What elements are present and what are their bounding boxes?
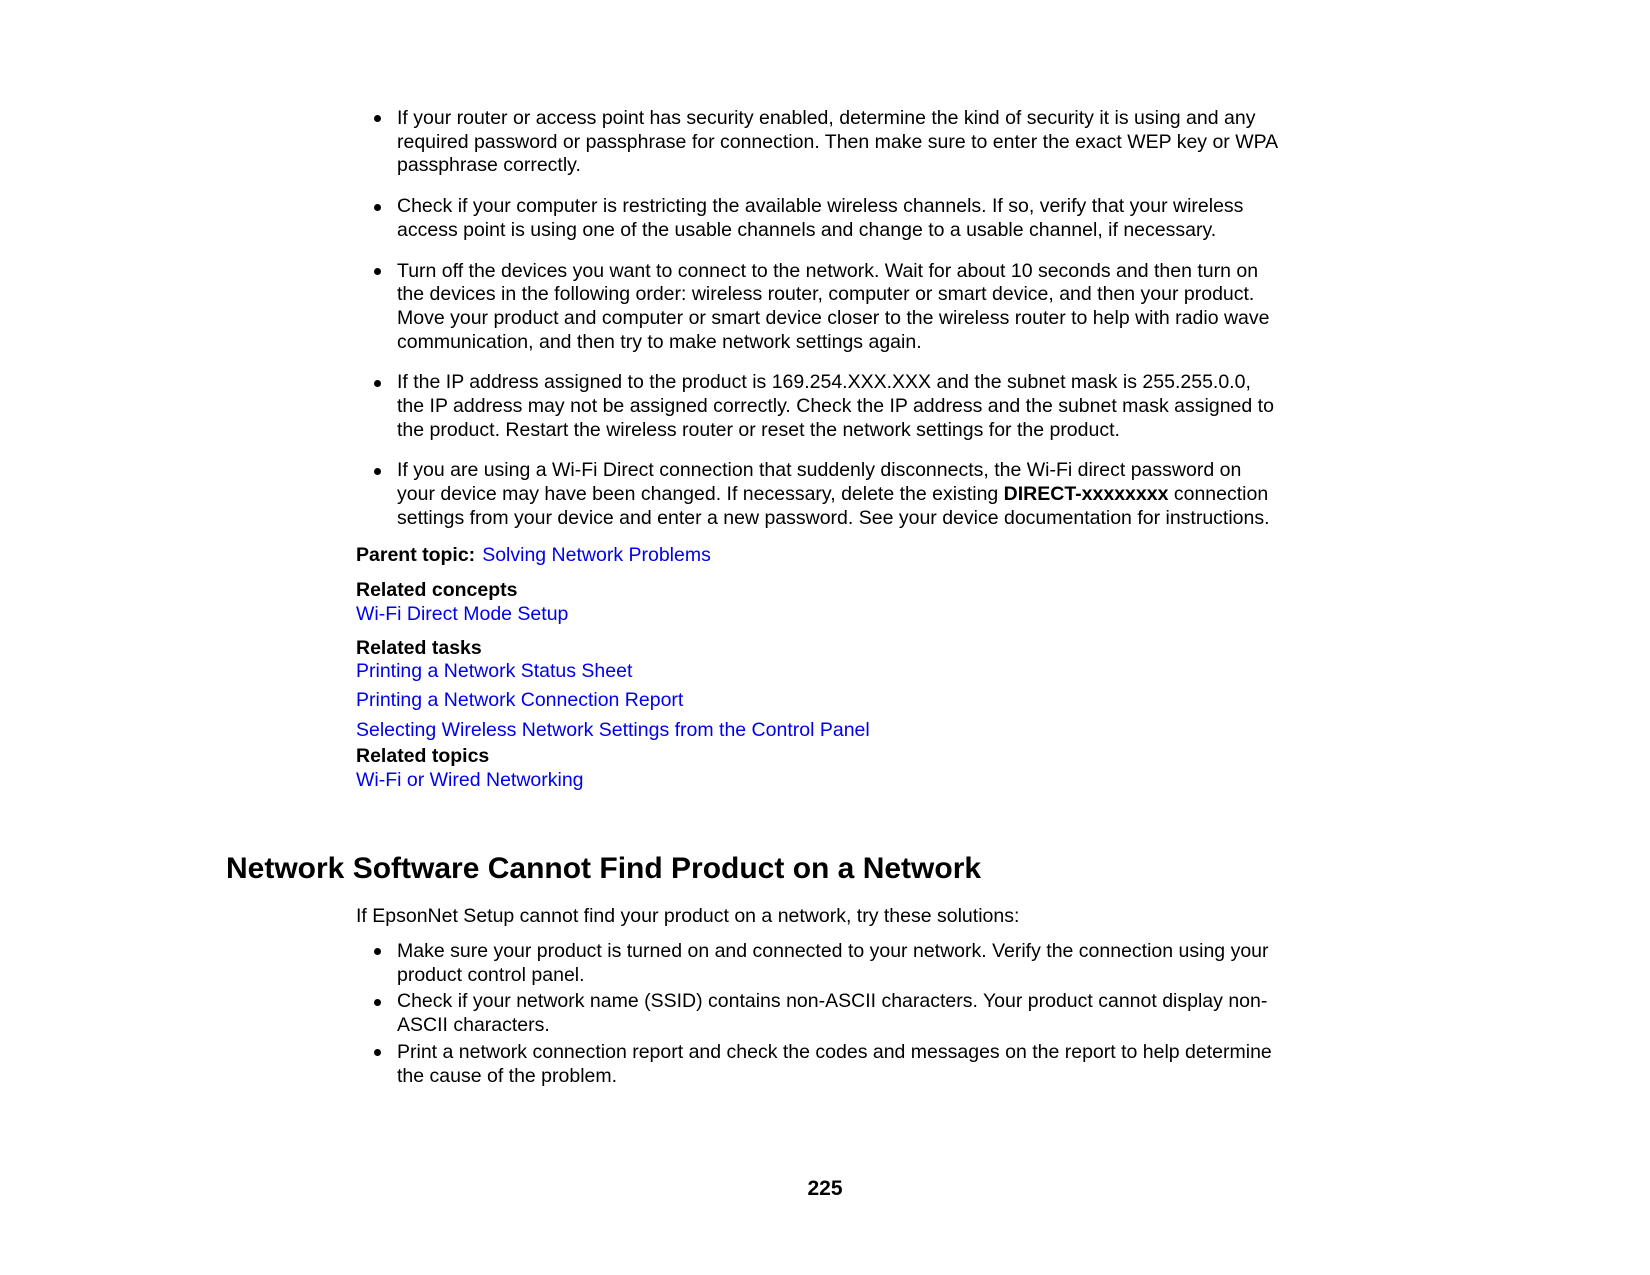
section-intro: If EpsonNet Setup cannot find your product on a network, try these solutions: bbox=[356, 904, 1020, 927]
text-line: Move your product and computer or smart device closer to the wireless router to help with radio wave bbox=[397, 306, 1270, 329]
related-topics-heading: Related topics bbox=[356, 745, 490, 768]
link-printing-network-status-sheet[interactable] bbox=[356, 660, 1506, 684]
text-line: the cause of the problem. bbox=[397, 1064, 618, 1087]
bullet-item bbox=[356, 195, 1506, 242]
related-tasks-heading: Related tasks bbox=[356, 636, 482, 659]
network-software-list bbox=[356, 940, 1506, 1088]
bullet-item bbox=[356, 459, 1506, 530]
text-line: Print a network connection report and check the codes and messages on the report to help determine bbox=[397, 1040, 1272, 1063]
section-heading: Network Software Cannot Find Product on a Network bbox=[226, 852, 982, 886]
text-line: passphrase correctly. bbox=[397, 154, 581, 177]
text-line: the product. Restart the wireless router or reset the network settings for the product. bbox=[397, 418, 1120, 441]
text-segment: your device may have been changed. If necessary, delete the existing bbox=[397, 483, 1004, 506]
bullet-icon bbox=[374, 268, 381, 275]
page-number: 225 bbox=[807, 1177, 843, 1200]
link-text[interactable]: Printing a Network Connection Report bbox=[356, 689, 684, 712]
bullet-icon bbox=[374, 999, 381, 1006]
text-line: Check if your network name (SSID) contains non-ASCII characters. Your product cannot display non- bbox=[397, 990, 1268, 1013]
bullet-item bbox=[356, 371, 1506, 442]
text-line: If the IP address assigned to the product is 169.254.XXX.XXX and the subnet mask is 255.255.0.0, bbox=[397, 371, 1251, 394]
link-text[interactable]: Wi-Fi Direct Mode Setup bbox=[356, 603, 569, 626]
text-line: the devices in the following order: wireless router, computer or smart device, and then your product. bbox=[397, 283, 1255, 306]
page-content bbox=[0, 107, 1650, 1088]
bullet-item bbox=[356, 107, 1506, 178]
text-line: If your router or access point has security enabled, determine the kind of security it is using and any bbox=[397, 107, 1256, 129]
bullet-icon bbox=[374, 204, 381, 211]
troubleshooting-list bbox=[356, 107, 1506, 531]
text-line bbox=[397, 483, 1506, 507]
bullet-item bbox=[356, 940, 1506, 987]
text-line: the IP address may not be assigned correctly. Check the IP address and the subnet mask assigned to bbox=[397, 395, 1274, 418]
bullet-item bbox=[356, 1041, 1506, 1088]
text-line: communication, and then try to make network settings again. bbox=[397, 330, 922, 353]
text-line: If you are using a Wi-Fi Direct connection that suddenly disconnects, the Wi-Fi direct password on bbox=[397, 459, 1242, 482]
bullet-icon bbox=[374, 380, 381, 387]
text-line: Check if your computer is restricting the available wireless channels. If so, verify that your wireless bbox=[397, 195, 1244, 218]
link-selecting-wireless-network-settings[interactable] bbox=[356, 719, 1506, 743]
link-text[interactable]: Wi-Fi or Wired Networking bbox=[356, 769, 584, 792]
text-segment: connection bbox=[1168, 483, 1269, 506]
bullet-item bbox=[356, 260, 1506, 355]
text-line: ASCII characters. bbox=[397, 1014, 550, 1037]
text-line: Turn off the devices you want to connect to the network. Wait for about 10 seconds and then turn on bbox=[397, 259, 1259, 282]
bullet-icon bbox=[374, 468, 381, 475]
related-concepts-heading: Related concepts bbox=[356, 579, 518, 602]
parent-topic-label: Parent topic: bbox=[356, 544, 476, 567]
bullet-icon bbox=[374, 948, 381, 955]
text-line: access point is using one of the usable channels and change to a usable channel, if necessary. bbox=[397, 218, 1217, 241]
link-wifi-or-wired-networking[interactable] bbox=[356, 769, 1506, 793]
direct-password-bold-text: DIRECT-xxxxxxxx bbox=[1003, 483, 1169, 506]
parent-topic-row bbox=[356, 544, 1506, 568]
text-line: Make sure your product is turned on and connected to your network. Verify the connection using your bbox=[397, 940, 1269, 963]
text-line: settings from your device and enter a new password. See your device documentation for instructions. bbox=[397, 506, 1270, 529]
link-text[interactable]: Printing a Network Status Sheet bbox=[356, 660, 633, 683]
bullet-item bbox=[356, 990, 1506, 1037]
text-line: product control panel. bbox=[397, 963, 585, 986]
link-text[interactable]: Selecting Wireless Network Settings from the Control Panel bbox=[356, 718, 870, 741]
link-printing-network-connection-report[interactable] bbox=[356, 689, 1506, 713]
link-wifi-direct-mode-setup[interactable] bbox=[356, 603, 1506, 627]
text-line: required password or passphrase for connection. Then make sure to enter the exact WEP key or WPA bbox=[397, 130, 1279, 153]
bullet-icon bbox=[374, 115, 381, 122]
link-solving-network-problems[interactable]: Solving Network Problems bbox=[482, 544, 711, 567]
bullet-icon bbox=[374, 1049, 381, 1056]
